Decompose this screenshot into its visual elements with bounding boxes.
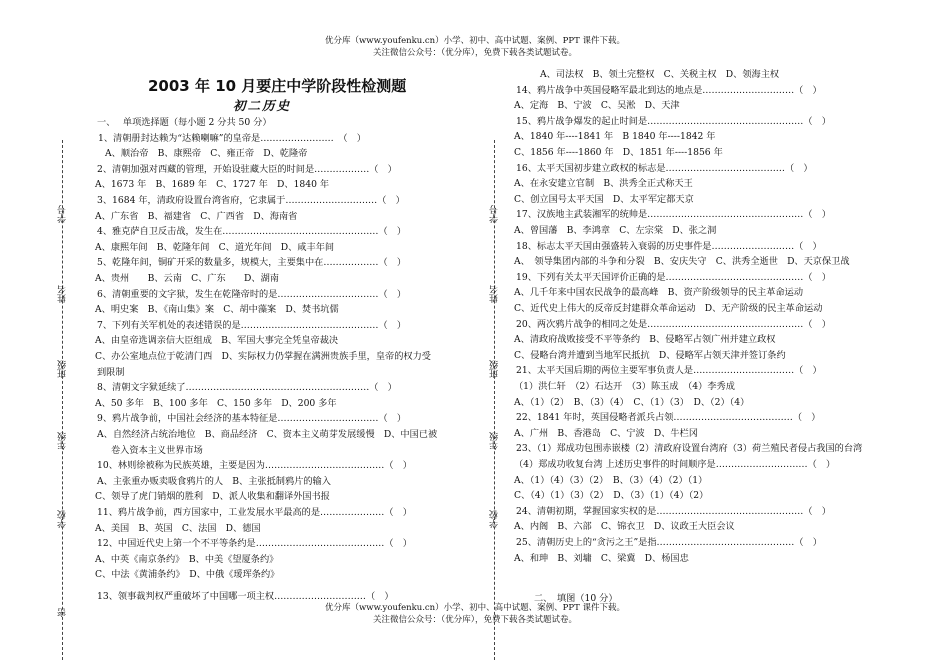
question-line: 15、鸦片战争爆发的起止时间是……………………………………………（ ） bbox=[516, 115, 831, 127]
margin-label-seal: 密 bbox=[58, 608, 68, 617]
question-line: A、中英《南京条约》 B、中美《望厦条约》 bbox=[95, 553, 279, 565]
middle-label-school: 学校 bbox=[490, 510, 500, 528]
question-line: A、广州 B、香港岛 C、宁波 D、牛栏冈 bbox=[514, 427, 698, 439]
question-line: 7、下列有关军机处的表述错误的是………………………………………（ ） bbox=[97, 319, 407, 331]
exam-subtitle: 初二历史 bbox=[233, 98, 292, 113]
question-line: 10、林则徐被称为民族英雄，主要是因为…………………………………（ ） bbox=[97, 460, 412, 472]
question-line: 二、 填图（10 分） bbox=[534, 593, 618, 604]
question-line: A、（1）（2） B、（3）（4） C、（1）（3） D、（2）（4） bbox=[514, 396, 750, 408]
question-line: 到限制 bbox=[97, 366, 125, 378]
question-line: 14、鸦片战争中英国侵略军最北到达的地点是…………………………（ ） bbox=[516, 84, 822, 96]
question-line: 20、两次鸦片战争的相同之处是……………………………………………（ ） bbox=[516, 318, 831, 330]
question-line: A、美国 B、英国 C、法国 D、德国 bbox=[95, 522, 261, 534]
header-line-2: 关注微信公众号：（优分库），免费下载各类试题试卷。 bbox=[372, 48, 577, 58]
question-line: C、近代史上伟大的反帝反封建群众革命运动 D、无产阶级的民主革命运动 bbox=[514, 303, 823, 314]
question-line: C、办公室地点位于乾清门西 D、实际权力仍掌握在满洲贵族手里，皇帝的权力受 bbox=[95, 351, 431, 362]
question-line: A、曾国藩 B、李鸿章 C、左宗棠 D、张之洞 bbox=[514, 225, 717, 236]
margin-label-school: 学校 bbox=[58, 510, 68, 528]
question-line: 18、标志太平天国由强盛转入衰弱的历史事件是………………………（ ） bbox=[516, 240, 822, 252]
footer-line-1: 优分库（www.youfenku.cn）小学、初中、高中试题、案例、PPT 课件下载。 bbox=[325, 603, 625, 613]
question-line: C、（4）（1）（3）（2） D、（3）（1）（4）（2） bbox=[514, 490, 709, 502]
question-line: A、由皇帝选调亲信大臣组成 B、军国大事完全凭皇帝裁决 bbox=[95, 335, 339, 347]
question-line: 22、1841 年时，英国侵略者派兵占领…………………………………（ ） bbox=[516, 412, 821, 424]
question-line: A、和珅 B、刘墉 C、梁冀 D、杨国忠 bbox=[514, 552, 689, 564]
question-line: （1）洪仁轩 （2）石达开 （3）陈玉成 （4）李秀成 bbox=[514, 381, 735, 392]
question-line: 25、清朝历史上的“贪污之王”是指………………………………………（ ） bbox=[516, 537, 822, 548]
margin-label-class: 班级 bbox=[58, 360, 68, 378]
question-line: A、内阁 B、六部 C、锦衣卫 D、议政王大臣会议 bbox=[514, 521, 735, 533]
question-line: A、广东省 B、福建省 C、广西省 D、海南省 bbox=[95, 210, 298, 222]
margin-label-grade: 年级 bbox=[58, 432, 68, 450]
middle-label-class: 班级 bbox=[490, 360, 500, 378]
question-line: C、创立国号太平天国 D、太平军定都天京 bbox=[514, 193, 694, 205]
question-line: A、1840 年----1841 年 B 1840 年----1842 年 bbox=[514, 131, 716, 143]
margin-label-student-no: 学号 bbox=[58, 205, 68, 223]
question-line: 19、下列有关太平天国评价正确的是………………………………………（ ） bbox=[516, 271, 831, 283]
question-line: A、（1）（4）（3）（2） B、（3）（4）（2）（1） bbox=[514, 474, 708, 486]
question-line: A、主张重办贩卖吸食鸦片的人 B、主张抵制鸦片的输入 bbox=[97, 475, 331, 487]
question-line: 一、 单项选择题（每小题 2 分共 50 分） bbox=[97, 117, 272, 128]
question-line: C、侵略台湾并遭到当地军民抵抗 D、侵略军占领天津并签订条约 bbox=[514, 349, 786, 361]
question-line: A、1673 年 B、1689 年 C、1727 年 D、1840 年 bbox=[95, 179, 330, 191]
question-line: 13、领事裁判权严重破坏了中国哪一项主权…………………………（ ） bbox=[97, 591, 394, 602]
question-line: C、中法《黄浦条约》 D、中俄《瑷珲条约》 bbox=[95, 569, 280, 581]
question-line: 1、清朝册封达赖为“达赖喇嘛”的皇帝是…………………… （ ） bbox=[98, 132, 366, 144]
middle-label-grade: 年级 bbox=[490, 432, 500, 450]
question-line: A、贵州 B、云南 C、广东 D、湖南 bbox=[95, 273, 279, 284]
question-line: 6、清朝重要的文字狱，发生在乾隆帝时的是……………………………（ ） bbox=[97, 288, 407, 300]
question-line: 21、太平天国后期的两位主要军事负责人是……………………………（ ） bbox=[516, 365, 822, 377]
question-line: A、几千年来中国农民战争的最高峰 B、资产阶级领导的民主革命运动 bbox=[514, 287, 804, 299]
question-line: 5、乾隆年间，铜矿开采的数量多，规模大，主要集中在………………（ ） bbox=[97, 257, 407, 269]
question-line: 24、清朝初期，掌握国家实权的是…………………………………………（ ） bbox=[516, 505, 831, 517]
question-line: 11、鸦片战争前，西方国家中，工业发展水平最高的是…………………（ ） bbox=[97, 507, 412, 518]
question-line: 卷入资本主义世界市场 bbox=[111, 444, 203, 456]
question-line: 16、太平天国初步建立政权的标志是…………………………………（ ） bbox=[516, 162, 813, 174]
question-line: C、领导了虎门销烟的胜利 D、派人收集和翻译外国书报 bbox=[95, 491, 330, 503]
question-line: 8、清朝文字狱延续了……………………………………………………（ ） bbox=[97, 382, 397, 394]
footer-line-2: 关注微信公众号：（优分库），免费下载各类试题试卷。 bbox=[372, 615, 577, 625]
question-line: A、明史案 B、《南山集》案 C、胡中藻案 D、焚书坑儒 bbox=[95, 304, 339, 316]
question-line: 17、汉族地主武装湘军的统帅是……………………………………………（ ） bbox=[516, 209, 831, 221]
margin-label-name: 姓名 bbox=[58, 285, 68, 303]
question-line: A、50 多年 B、100 多年 C、150 多年 D、200 多年 bbox=[95, 397, 337, 409]
question-line: A、自然经济占统治地位 B、商品经济 C、资本主义萌芽发展缓慢 D、中国已被 bbox=[97, 429, 438, 440]
question-line: 12、中国近代史上第一个不平等条约是……………………………………（ ） bbox=[97, 538, 412, 550]
question-line: A、康熙年间 B、乾隆年间 C、道光年间 D、咸丰年间 bbox=[95, 241, 335, 253]
question-line: 23、（1）郑成功包围赤嵌楼（2）清政府设置台湾府（3）荷兰殖民者侵占我国的台湾 bbox=[516, 443, 863, 455]
middle-label-name: 姓名 bbox=[490, 285, 500, 303]
question-line: （4）郑成功收复台湾 上述历史事件的时间顺序是…………………………（ ） bbox=[514, 459, 836, 470]
exam-title: 2003 年 10 月要庄中学阶段性检测题 bbox=[148, 77, 407, 95]
question-line: 4、雅克萨自卫反击战，发生在……………………………………………（ ） bbox=[97, 226, 407, 238]
question-line: 9、鸦片战争前，中国社会经济的基本特征是……………………………（ ） bbox=[97, 413, 407, 425]
question-line: A、顺治帝 B、康熙帝 C、雍正帝 D、乾隆帝 bbox=[105, 148, 308, 160]
header-line-1: 优分库（www.youfenku.cn）小学、初中、高中试题、案例、PPT 课件下载。 bbox=[325, 36, 625, 46]
question-line: A、定海 B、宁波 C、吴淞 D、天津 bbox=[514, 100, 680, 112]
question-line: 3、1684 年，清政府设置台湾省府，它隶属于…………………………（ ） bbox=[97, 195, 405, 206]
question-line: 2、清朝加强对西藏的管理，开始设驻藏大臣的时间是………………（ ） bbox=[97, 163, 397, 175]
middle-label-student-no: 学号 bbox=[490, 205, 500, 223]
question-line: A、司法权 B、领土完整权 C、关税主权 D、领海主权 bbox=[540, 69, 780, 80]
question-line: A、清政府战败接受不平等条约 B、侵略军占领广州并建立政权 bbox=[514, 334, 776, 346]
question-line: A、在永安建立官制 B、洪秀全正式称天王 bbox=[514, 178, 693, 190]
question-line: C、1856 年----1860 年 D、1851 年----1856 年 bbox=[514, 147, 723, 158]
question-line: A、 领导集团内部的斗争和分裂 B、安庆失守 C、洪秀全逝世 D、天京保卫战 bbox=[514, 256, 850, 268]
